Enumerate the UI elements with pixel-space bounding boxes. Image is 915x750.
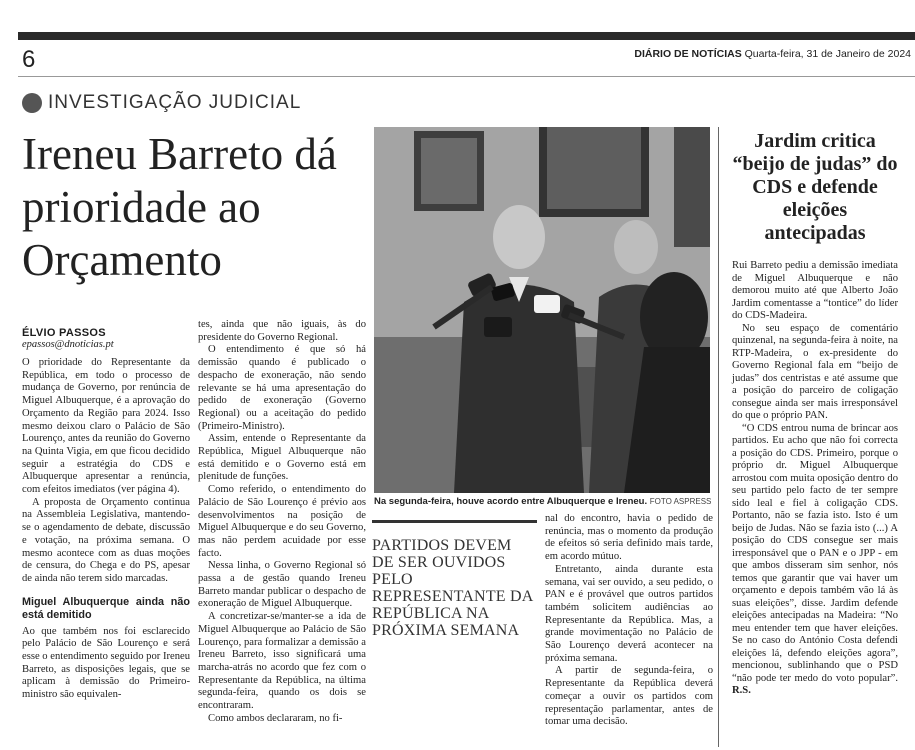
paragraph: Entretanto, ainda durante esta semana, vai ser ouvido, a seu pedido, o PAN e é provável que outros partidos também solicitem audiências ao Representante da República. Mas, a grande movimentação no Palácio de São Lourenço deverá acontecer na próxima semana.	[545, 563, 713, 664]
publication-name: DIÁRIO DE NOTÍCIAS	[634, 48, 742, 60]
publication-date: Quarta-feira, 31 de Janeiro de 2024	[744, 48, 911, 60]
paragraph: A concretizar-se/manter-se a ida de Miguel Albuquerque ao Palácio de São Lourenço, para formalizar a demissão a Ireneu Barreto, isso significará uma marcha-atrás no acordo que fez com o Representante da República, na última segunda-feira, quando os dois se encontraram.	[198, 611, 366, 712]
header-divider	[18, 76, 915, 77]
paragraph: tes, ainda que não iguais, às do presidente do Governo Regional.	[198, 319, 366, 343]
article-headline: Ireneu Barreto dá prioridade ao Orçamento	[22, 129, 337, 285]
pull-quote	[372, 520, 537, 639]
section-label: INVESTIGAÇÃO JUDICIAL	[48, 92, 302, 113]
article-subhead: Miguel Albuquerque ainda não está demitido	[22, 595, 190, 621]
paragraph: No seu espaço de comentário quinzenal, na segunda-feira à noite, na RTP-Madeira, o ex-presidente do Governo Regional fala em “beijo de judas” dos centristas e até assume que a posição do parceiro de coligação consegue ainda ser mais irresponsável do que o próprio PAN.	[732, 322, 898, 421]
author-email: epassos@dnoticias.pt	[22, 339, 114, 350]
sidebar-signature: R.S.	[732, 685, 751, 696]
news-photo	[374, 127, 710, 493]
paragraph: A partir de segunda-feira, o Representante da República deverá começar a ouvir os partidos com representação parlamentar, antes de tomar uma decisão.	[545, 665, 713, 728]
paragraph: Como referido, o entendimento do Palácio de São Lourenço é prévio aos desenvolvimentos na posição de Miguel Albuquerque e do seu Governo, mas não perdem acuidade por esse facto.	[198, 484, 366, 559]
masthead	[634, 48, 911, 60]
paragraph: Assim, entende o Representante da República, Miguel Albuquerque não está demitido e o Governo está em plenitude de funções.	[198, 433, 366, 483]
sidebar-headline: Jardim critica “beijo de judas” do CDS e defende eleições antecipadas	[732, 130, 898, 244]
paragraph: Como ambos declararam, no fi-	[208, 712, 343, 724]
section-tag	[22, 92, 301, 114]
caption-text: Na segunda-feira, houve acordo entre Albuquerque e Ireneu.	[374, 496, 648, 507]
paragraph: nal do encontro, havia o pedido de renúncia, mas o momento da produção de efeitos só seria definido mais tarde, em acordo mútuo.	[545, 513, 713, 563]
page-number: 6	[22, 46, 36, 73]
photo-credit: FOTO ASPRESS	[649, 497, 712, 506]
article-column-3	[545, 513, 713, 729]
paragraph: A proposta de Orçamento continua na Assembleia Legislativa, mantendo-se o agendamento de debate, discussão e votação, na próxima semana. O mesmo acontece com as duas moções de censura, do Chega e do PS, apesar de ainda não terem sido marcadas.	[22, 496, 190, 584]
paragraph: Ao que também nos foi esclarecido pelo Palácio de São Lourenço e será esse o entendimento seguido por Ireneu Barreto, as disposições legais, que se aplicam à demissão do Primeiro-ministro são equivalen-	[22, 625, 190, 701]
author-name: ÉLVIO PASSOS	[22, 327, 106, 339]
paragraph: Rui Barreto pediu a demissão imediata de Miguel Albuquerque e não demorou muito até que Alberto João Jardim comentasse a “tontice” do líder do CDS-Madeira.	[732, 260, 898, 321]
byline	[22, 327, 192, 350]
paragraph: O entendimento é que só há demissão quando é publicado o despacho de exoneração, não sendo relevante se há uma apresentação do pedido de exoneração (Governo Regional) ou a aceitação do pedido (Primeiro-Ministro).	[198, 344, 366, 432]
article-column-2	[198, 319, 366, 726]
column-divider	[718, 127, 719, 747]
sidebar-column	[732, 260, 898, 698]
photo-caption	[374, 496, 714, 507]
paragraph: Nessa linha, o Governo Regional só passa a de gestão quando Ireneu Barreto mandar publicar o despacho de exoneração de Miguel Albuquerque.	[198, 560, 366, 610]
paragraph: O prioridade do Representante da República, em todo o processo de mudança de Governo, por renúncia de Miguel Albuquerque, é a aprovação do Orçamento da Região para 2024. Isso mesmo deixou claro o Palácio de São Lourenço, antes da reunião do Governo na Quinta Vigia, em que ficou decidido seguir a estratégia do CDS e Albuquerque apresentar a renúncia, com efeitos imediatos (ver página 4).	[22, 357, 190, 496]
section-dot-icon	[22, 93, 42, 113]
top-rule	[18, 32, 915, 40]
photo-illustration	[374, 127, 710, 493]
pull-quote-text: PARTIDOS DEVEM DE SER OUVIDOS PELO REPRESENTANTE DA REPÚBLICA NA PRÓXIMA SEMANA	[372, 537, 533, 639]
paragraph-text: “O CDS entrou numa de brincar aos partidos. Eu acho que não foi correcta a posição do CDS. Primeiro, porque o próprio dr. Miguel Albuquerque arrostou com muita oposição dentro do seu partido pelo facto de ter sempre sido leal e fiel à coligação CDS. Portanto, não se fazia isto. Isto é um beijo de Judas. Não se fazia isto (...) A posição do CDS consegue ser mais irresponsável que o PAN e o JPP - em que ambos disseram sim senhor, nós temos que garantir que vai haver um orçamento e depois também vão lá às suas eleições”, disse. Jardim defende eleições antecipadas na Madeira: “No meu entender tem que haver eleições. Se no caso do António Costa defendi eleições lá, defendo eleições agora”, mencionou, sublinhando que o PSD “não pode ter medo do voto popular”.	[732, 422, 898, 684]
article-column-1	[22, 357, 190, 702]
paragraph	[732, 423, 898, 698]
